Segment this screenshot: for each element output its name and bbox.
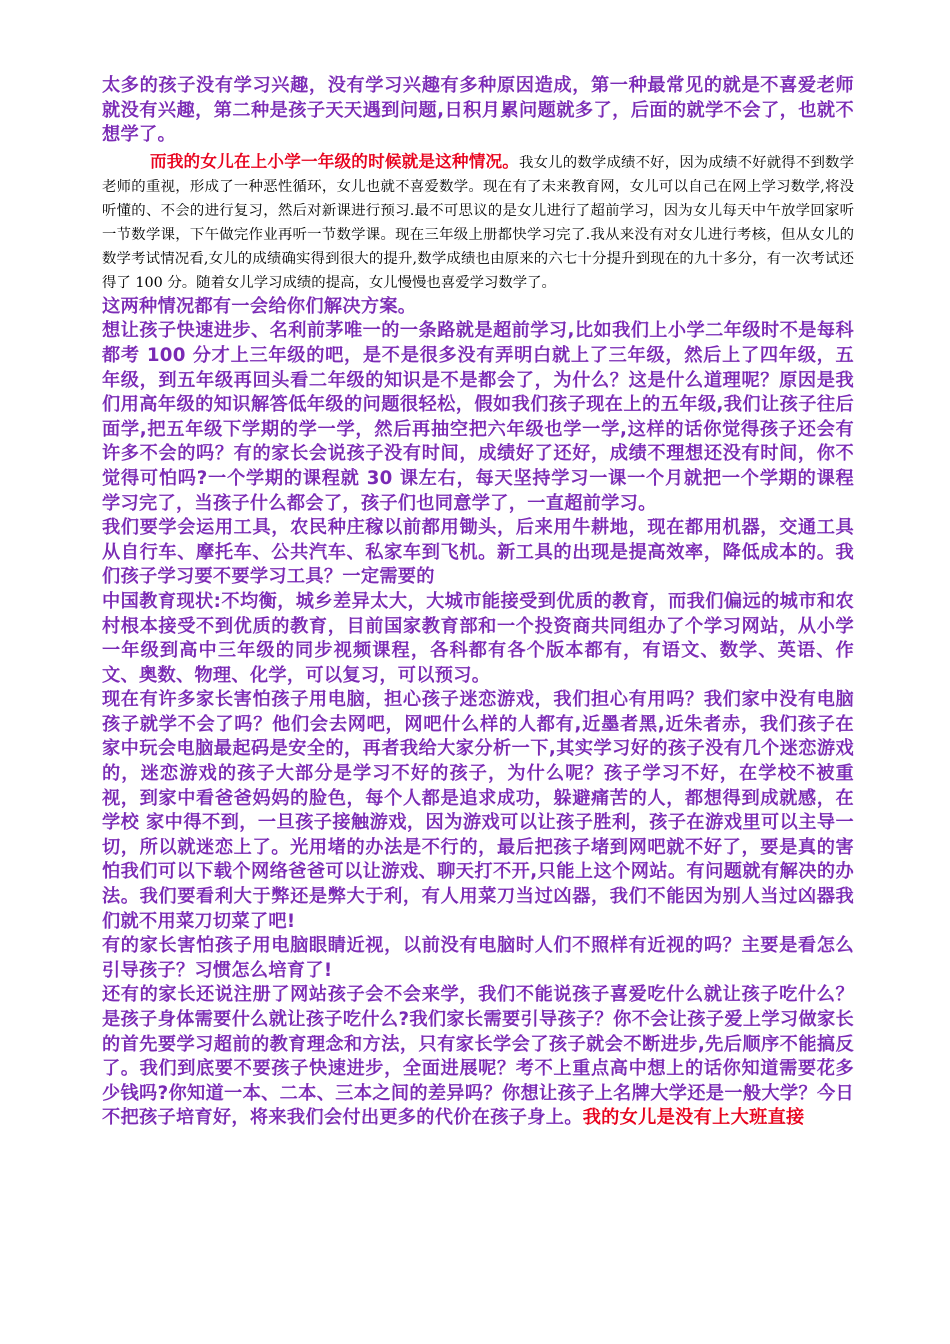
paragraph-computer-games: 现在有许多家长害怕孩子用电脑，担心孩子迷恋游戏，我们担心有用吗？我们家中没有电脑孩子就学不会了吗？他们会去网吧，网吧什么样的人都有,近墨者黑,近朱者赤，我们孩子在家中玩会电脑最起码是安全的，再者我给大家分析一下,其实学习好的孩子没有几个迷恋游戏的，迷恋游戏的孩子大部分是学习不好的孩子，为什么呢？孩子学习不好，在学校不被重视，到家中看爸爸妈妈的脸色，每个人都是追求成功，躲避痛苦的人，都想得到成就感，在学校 家中得不到，一旦孩子接触游戏，因为游戏可以让孩子胜利，孩子在游戏里可以主导一切，所以就迷恋上了。光用堵的办法是不行的，最后把孩子堵到网吧就不好了，要是真的害怕我们可以下载个网络爸爸可以让游戏、聊天打不开,只能上这个网站。有问题就有解决的办法。我们要看利大于弊还是弊大于利，有人用菜刀当过凶器，我们不能因为别人当过凶器我们就不用菜刀切菜了吧! — [102, 689, 854, 932]
paragraph-education-status: 中国教育现状:不均衡，城乡差异太大，大城市能接受到优质的教育，而我们偏远的城市和农村根本接受不到优质的教育，目前国家教育部和一个投资商共同组办了个学习网站，从小学一年级到高中三年级的同步视频课程，各科都有各个版本都有，有语文、数学、英语、作文、奥数、物理、化学，可以复习，可以预习。 — [102, 590, 854, 686]
paragraph-use-tools: 我们要学会运用工具，农民种庄稼以前都用锄头，后来用牛耕地，现在都用机器，交通工具从自行车、摩托车、公共汽车、私家车到飞机。新工具的出现是提高效率，降低成本的。我们孩子学习要不要学习工具？一定需要的 — [102, 517, 854, 588]
paragraph-daughter-story — [102, 148, 854, 295]
story-lead-highlight: 而我的女儿在上小学一年级的时候就是这种情况。 — [150, 151, 520, 171]
paragraph-eyesight: 有的家长害怕孩子用电脑眼睛近视，以前没有电脑时人们不照样有近视的吗？主要是看怎么引导孩子？习惯怎么培育了! — [102, 935, 854, 981]
parent-guidance-text: 还有的家长还说注册了网站孩子会不会来学，我们不能说孩子喜爱吃什么就让孩子吃什么？是孩子身体需要什么就让孩子吃什么?我们家长需要引导孩子？你不会让孩子爱上学习做家长的首先要学习超前的教育理念和方法，只有家长学会了孩子就会不断进步,先后顺序不能搞反了。我们到底要不要孩子快速进步，全面进展呢？考不上重点高中想上的话你知道需要花多少钱吗?你知道一本、二本、三本之间的差异吗？你想让孩子上名牌大学还是一般大学？今日不把孩子培育好，将来我们会付出更多的代价在孩子身上。 — [102, 984, 854, 1129]
paragraph-solutions-intro: 这两种情况都有一会给你们解决方案。 — [102, 295, 417, 317]
paragraph-interest-causes: 太多的孩子没有学习兴趣，没有学习兴趣有多种原因造成，第一种最常见的就是不喜爱老师就没有兴趣，第二种是孩子天天遇到问题,日积月累问题就多了，后面的就学不会了，也就不想学了。 — [102, 75, 854, 146]
parent-guidance-highlight: 我的女儿是没有上大班直接 — [582, 1107, 805, 1129]
paragraph-parent-guidance — [102, 983, 854, 1131]
story-body: 我女儿的数学成绩不好，因为成绩不好就得不到数学老师的重视，形成了一种恶性循环，女儿也就不喜爱数学。现在有了未来教育网，女儿可以自己在网上学习数学,将没听懂的、不会的进行复习，然后对新课进行预习.最不可思议的是女儿进行了超前学习，因为女儿每天中午放学回家听一节数学课，下午做完作业再听一节数学课。现在三年级上册都快学习完了.我从来没有对女儿进行考核，但从女儿的数学考试情况看,女儿的成绩确实得到很大的提升,数学成绩也由原来的六七十分提升到现在的九十多分，有一次考试还得了 100 分。随着女儿学习成绩的提高，女儿慢慢也喜爱学习数学了。 — [102, 154, 854, 291]
paragraph-advance-learning: 想让孩子快速进步、名利前茅唯一的一条路就是超前学习,比如我们上小学二年级时不是每科都考 100 分才上三年级的吧，是不是很多没有弄明白就上了三年级，然后上了四年级，五年级，到五年级再回头看二年级的知识是不是都会了，为什么？这是什么道理呢？原因是我们用高年级的知识解答低年级的问题很轻松，假如我们孩子现在上的五年级,我们让孩子往后面学,把五年级下学期的学一学，然后再抽空把六年级也学一学,这样的话你觉得孩子还会有许多不会的吗？有的家长会说孩子没有时间，成绩好了还好，成绩不理想还没有时间，你不觉得可怕吗?一个学期的课程就 30 课左右，每天坚持学习一课一个月就把一个学期的课程学习完了，当孩子什么都会了，孩子们也同意学了，一直超前学习。 — [102, 320, 854, 514]
document-page — [102, 74, 854, 1131]
